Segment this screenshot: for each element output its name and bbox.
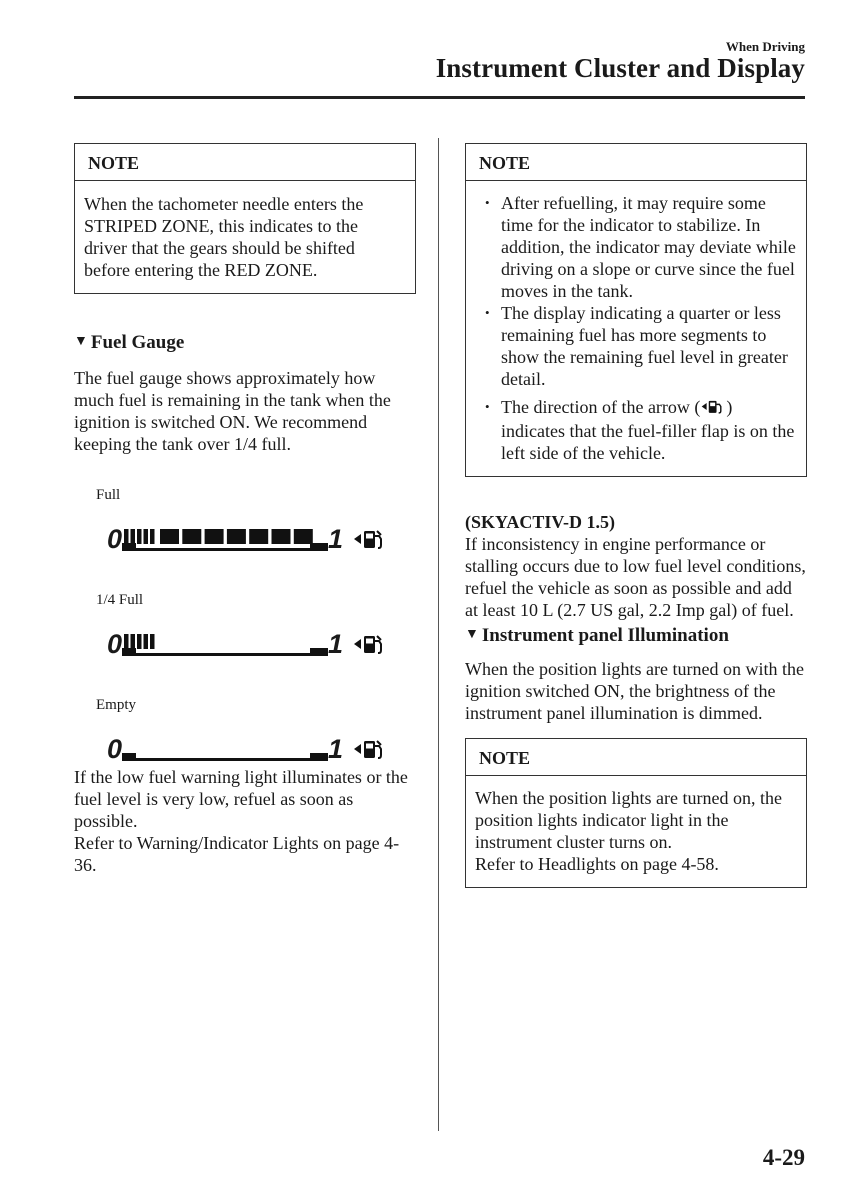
fuel-gauge-heading-text: Fuel Gauge xyxy=(90,332,185,353)
gauge-bar xyxy=(122,527,328,551)
gauge-segment xyxy=(294,529,313,544)
gauge-display xyxy=(107,734,416,764)
left-column xyxy=(74,143,416,876)
gauge-segment xyxy=(160,529,179,544)
gauge-segment xyxy=(227,529,246,544)
column-divider xyxy=(438,138,439,1131)
gauge-min: 0 xyxy=(107,734,123,764)
note-text: When the position lights are turned on, the position lights indicator light in the instrument cluster turns on. xyxy=(475,788,782,852)
note-label: NOTE xyxy=(75,144,415,181)
gauge-segment xyxy=(144,634,149,649)
gauge-min: 0 xyxy=(107,629,123,659)
triangle-marker-icon: ▼ xyxy=(74,334,88,349)
gauge-baseline xyxy=(122,758,328,761)
gauge-min: 0 xyxy=(107,524,123,554)
gauge-baseline xyxy=(122,548,328,551)
low-fuel-text: If the low fuel warning light illuminates or the fuel level is very low, refuel as soon as possible. xyxy=(74,767,408,831)
fuel-gauge-empty xyxy=(74,694,416,764)
fuel-gauge-intro: The fuel gauge shows approximately how much fuel is remaining in the tank when the ignition is switched ON. We recommend keeping the tank over 1/4 full. xyxy=(74,368,391,454)
gauge-segment xyxy=(137,529,142,544)
skyactiv-title: (SKYACTIV-D 1.5) xyxy=(465,512,616,532)
gauge-baseline xyxy=(122,653,328,656)
note-bullet: • The display indicating a quarter or less remaining fuel has more segments to show the remaining fuel level in greater detail. xyxy=(475,302,796,390)
gauge-max: 1 xyxy=(328,734,344,764)
gauge-segment xyxy=(131,529,136,544)
illumination-heading-text: Instrument panel Illumination xyxy=(481,625,729,646)
gauge-segment xyxy=(144,529,149,544)
note-tachometer xyxy=(74,143,416,294)
gauge-segment xyxy=(249,529,268,544)
note-fuel-indicator xyxy=(465,143,807,477)
fuel-gauge-heading xyxy=(74,332,416,354)
note-body xyxy=(466,776,806,887)
gauge-bar xyxy=(122,737,328,761)
gauge-empty-cap xyxy=(122,648,136,656)
note-text: Refer to Headlights on page 4-58. xyxy=(475,854,719,874)
gauge-empty-cap xyxy=(122,753,136,761)
illumination-heading xyxy=(465,625,807,647)
gauge-bar xyxy=(122,632,328,656)
note-bullet: • After refuelling, it may require some time for the indicator to stabilize. In addition, the indicator may deviate while driving on a slope or curve since the fuel moves in the tank. xyxy=(475,192,796,302)
header-rule xyxy=(74,96,805,99)
gauge-full-cap xyxy=(310,648,328,656)
fuel-pump-arrow-icon xyxy=(700,398,726,420)
note-label: NOTE xyxy=(466,144,806,181)
gauge-segment xyxy=(137,634,142,649)
note-position-lights xyxy=(465,738,807,888)
gauge-full-cap xyxy=(310,543,328,551)
gauge-segment xyxy=(124,634,129,649)
fuel-gauge-full xyxy=(74,484,416,554)
note-label: NOTE xyxy=(466,739,806,776)
gauge-segment xyxy=(124,529,129,544)
fuel-pump-arrow-icon xyxy=(353,632,387,656)
gauge-label: Full xyxy=(96,487,121,503)
gauge-empty-cap xyxy=(122,543,136,551)
triangle-marker-icon: ▼ xyxy=(465,627,479,642)
fuel-pump-arrow-icon xyxy=(353,737,387,761)
gauge-max: 1 xyxy=(328,524,344,554)
gauge-full-cap xyxy=(310,753,328,761)
gauge-segment xyxy=(150,529,155,544)
page-number: 4-29 xyxy=(762,1145,805,1170)
gauge-segment xyxy=(150,634,155,649)
illumination-text: When the position lights are turned on with the ignition switched ON, the brightness of the instrument panel illumination is dimmed. xyxy=(465,659,804,723)
fuel-gauge-quarter xyxy=(74,589,416,659)
section-label: When Driving xyxy=(725,39,805,54)
gauge-label: Empty xyxy=(96,697,136,713)
gauge-segment xyxy=(272,529,291,544)
note-text: When the tachometer needle enters the STRIPED ZONE, this indicates to the driver that the gears should be shifted before entering the RED ZONE. xyxy=(84,194,364,280)
refer-warning-lights-text: Refer to Warning/Indicator Lights on page 4-36. xyxy=(74,833,400,875)
skyactiv-text: If inconsistency in engine performance or stalling occurs due to low fuel level conditions, refuel the vehicle as soon as possible and add at least 10 L (2.7 US gal, 2.2 Imp gal) of fuel. xyxy=(465,534,806,620)
right-column xyxy=(465,143,807,888)
gauge-display xyxy=(107,524,416,554)
fuel-pump-arrow-icon xyxy=(353,527,387,551)
gauge-label: 1/4 Full xyxy=(96,592,144,608)
gauge-segment xyxy=(205,529,224,544)
page-title: Instrument Cluster and Display xyxy=(435,53,805,83)
gauge-segment xyxy=(131,634,136,649)
gauge-max: 1 xyxy=(328,629,344,659)
fuel-gauge-figures xyxy=(74,484,416,764)
note-bullet: • The direction of the arrow ( ) indicates that the fuel-filler flap is on the left side of the vehicle. xyxy=(475,396,796,464)
note-body xyxy=(466,181,806,476)
gauge-display xyxy=(107,629,416,659)
gauge-segment xyxy=(182,529,201,544)
